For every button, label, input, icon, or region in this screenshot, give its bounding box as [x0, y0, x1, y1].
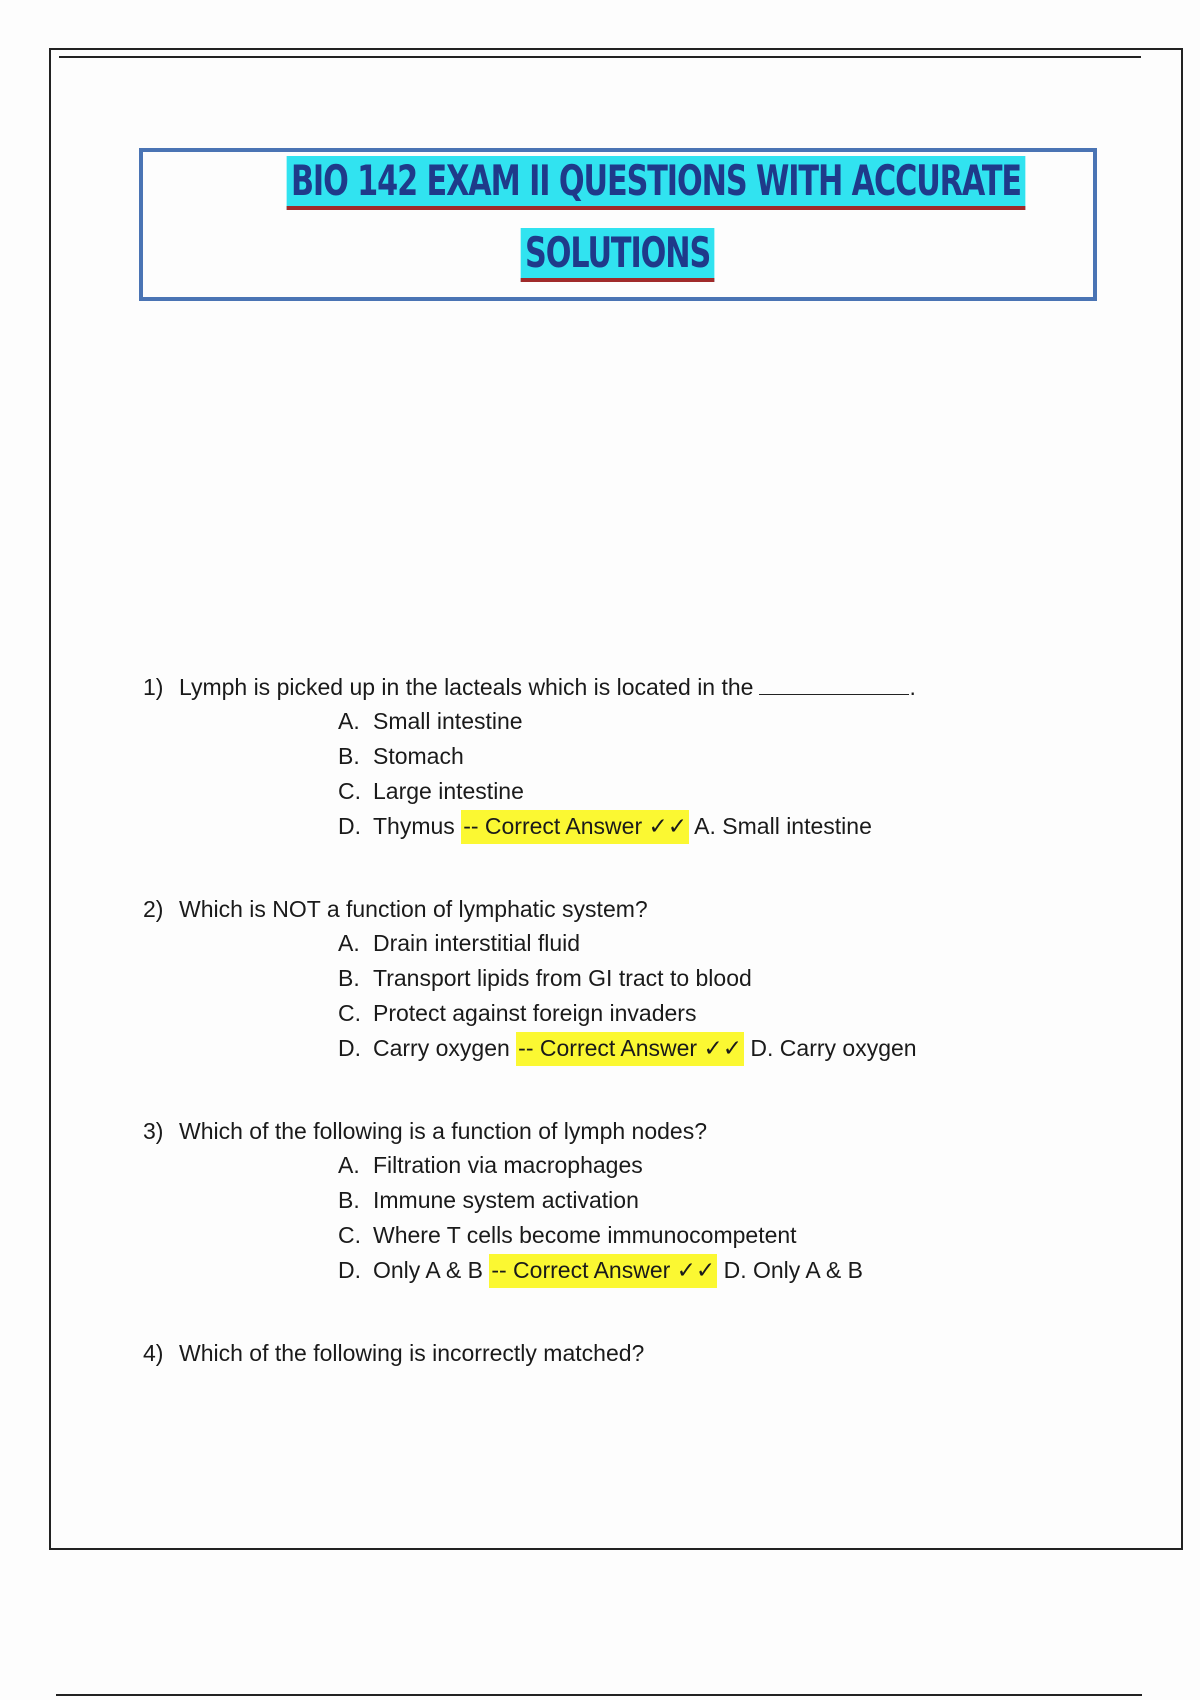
- question-number: 4): [143, 1340, 164, 1366]
- option-letter: A.: [338, 1152, 360, 1178]
- question-number: 1): [143, 674, 164, 700]
- option-c: [338, 774, 1143, 809]
- option-letter: D.: [338, 813, 361, 839]
- bottom-rule: [56, 1694, 1142, 1696]
- option-text: Immune system activation: [373, 1187, 639, 1213]
- question-number: 2): [143, 896, 164, 922]
- option-text: Large intestine: [373, 778, 524, 804]
- option-list: [143, 704, 1143, 844]
- option-list: [143, 1148, 1143, 1288]
- question-list: [143, 670, 1143, 1418]
- option-c: [338, 996, 1143, 1031]
- option-b: [338, 1183, 1143, 1218]
- option-letter: D.: [338, 1257, 361, 1283]
- correct-answer-text: A. Small intestine: [694, 813, 872, 839]
- question-stem: [143, 1336, 1143, 1370]
- option-text: Thymus: [373, 813, 455, 839]
- top-rule: [59, 56, 1141, 58]
- title-box: [139, 148, 1097, 301]
- option-letter: C.: [338, 778, 361, 804]
- option-a: [338, 926, 1143, 961]
- page-frame: [49, 48, 1183, 1550]
- option-text: Small intestine: [373, 708, 523, 734]
- option-text: Filtration via macrophages: [373, 1152, 643, 1178]
- question-suffix: .: [909, 674, 916, 700]
- option-letter: B.: [338, 965, 360, 991]
- question-text: Which of the following is a function of lymph nodes?: [179, 1118, 708, 1144]
- question-number: 3): [143, 1118, 164, 1144]
- question-3: [143, 1114, 1143, 1288]
- question-2: [143, 892, 1143, 1066]
- option-b: [338, 961, 1143, 996]
- option-letter: C.: [338, 1000, 361, 1026]
- option-text: Where T cells become immunocompetent: [373, 1222, 797, 1248]
- option-letter: B.: [338, 743, 360, 769]
- question-stem: [143, 892, 1143, 926]
- question-4: [143, 1336, 1143, 1370]
- answer-blank: [759, 676, 909, 695]
- document-title-line-2: SOLUTIONS: [521, 228, 715, 282]
- option-c: [338, 1218, 1143, 1253]
- option-d: [338, 1253, 1143, 1288]
- option-d: [338, 1031, 1143, 1066]
- option-list: [143, 926, 1143, 1066]
- question-text: Which of the following is incorrectly matched?: [179, 1340, 645, 1366]
- option-text: Only A & B: [373, 1257, 483, 1283]
- option-text: Drain interstitial fluid: [373, 930, 581, 956]
- question-text: Lymph is picked up in the lacteals which is located in the: [179, 674, 754, 700]
- option-b: [338, 739, 1143, 774]
- option-letter: B.: [338, 1187, 360, 1213]
- option-text: Transport lipids from GI tract to blood: [373, 965, 752, 991]
- option-text: Stomach: [373, 743, 464, 769]
- option-letter: C.: [338, 1222, 361, 1248]
- correct-answer-marker: -- Correct Answer ✓✓: [489, 1254, 717, 1288]
- question-text: Which is NOT a function of lymphatic system?: [179, 896, 648, 922]
- option-a: [338, 1148, 1143, 1183]
- option-text: Protect against foreign invaders: [373, 1000, 697, 1026]
- correct-answer-marker: -- Correct Answer ✓✓: [516, 1032, 744, 1066]
- question-stem: [143, 1114, 1143, 1148]
- option-letter: D.: [338, 1035, 361, 1061]
- question-stem: [143, 670, 1143, 704]
- correct-answer-text: D. Only A & B: [723, 1257, 863, 1283]
- correct-answer-text: D. Carry oxygen: [750, 1035, 917, 1061]
- correct-answer-marker: -- Correct Answer ✓✓: [461, 810, 689, 844]
- option-d: [338, 809, 1143, 844]
- question-1: [143, 670, 1143, 844]
- option-a: [338, 704, 1143, 739]
- option-letter: A.: [338, 930, 360, 956]
- document-title-line-1: BIO 142 EXAM II QUESTIONS WITH ACCURATE: [287, 156, 1026, 210]
- option-text: Carry oxygen: [373, 1035, 510, 1061]
- option-letter: A.: [338, 708, 360, 734]
